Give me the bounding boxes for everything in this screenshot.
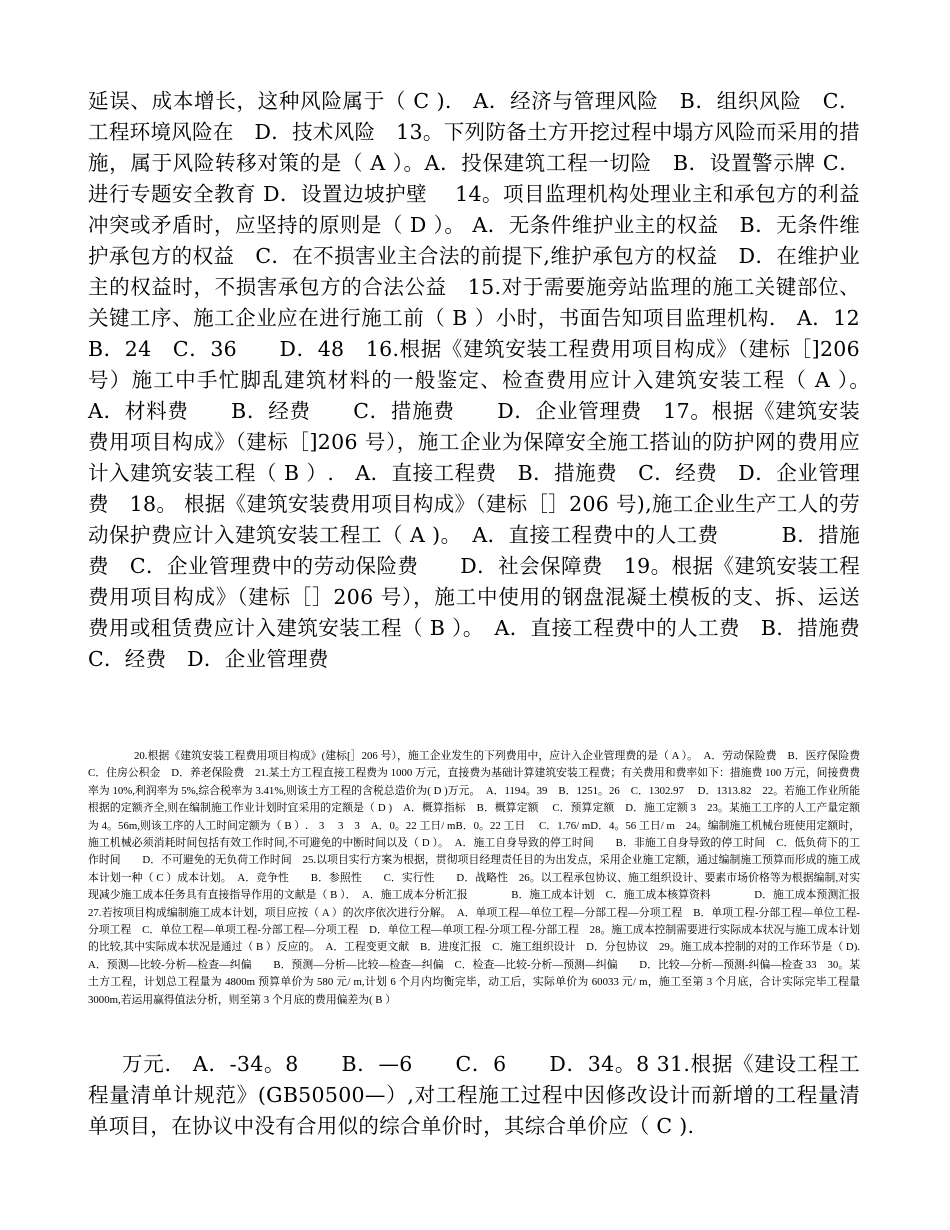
body-paragraph: 万元. A．-34。8 B．—6 C．6 D．34。8 31.根据《建设工程工程量清单计规范》(GB50500—）,对工程施工过程中因修改设计而新增的工程量清单项目，在协议中没有合用似的综合单价时，其综合单价应（ C ). (88, 1052, 860, 1138)
small-print-paragraph: 20.根据《建筑安装工程费用项目构成》(建标[］206 号），施工企业发生的下列费用中，应计入企业管理费的是（ A ）。 A．劳动保险费 B．医疗保险费 C．住房公积金 D．养老保险费 21.某土方工程直接工程费为 1000 万元，直接费为基础计算建筑安装工程费；有关费用和费率如下：措施费 100 万元，间接费费率为 10%,利润率为 5%,综合税率为 3.41%,则该土方工程的含税总造价为( D )万元。 A．1194。39 B．1251。26 C．1302.97 D．1313.82 22。若施工作业所能根据的定额齐全,则在编制施工作业计划时宜采用的定额是（ D ) A．概算指标 B．概算定额 C．预算定额 D．施工定额 3 23。某施工工序的人工产量定额为 4。56m,则该工序的人工时间定额为（ B ）. 3 3 3 A．0。22 工日/ mB．0。22 工日 C．1.76/ mD．4。56 工日/ m 24。编制施工机械台班使用定额时，施工机械必须消耗时间包括有效工作时间,不可避免的中断时间以及（ D ）。 A．施工自身导致的停工时间 B．非施工自身导致的停工时间 C．低负荷下的工作时间 D．不可避免的无负荷工作时间 25.以项目实行方案为根据，贯彻项目经理责任目的为出发点，采用企业施工定额，通过编制施工预算而形成的施工成本计划一种（ C ）成本计划。 A．竞争性 B．参照性 C．实行性 D．战略性 26。以工程承包协议、施工组织设计、要素市场价格等为根据编制,对实现减少施工成本任务具有直接指导作用的文献是（ B ）． A．施工成本分析汇报 B．施工成本计划 C．施工成本核算资料 D．施工成本预测汇报 27.若按项目构成编制施工成本计划，项目应按（ A ）的次序依次进行分解。 A．单项工程—单位工程—分部工程—分项工程 B．单项工程-分部工程—单位工程-分项工程 C．单位工程—单项工程-分部工程—分项工程 D．单位工程—单项工程-分项工程-分部工程 28。施工成本控制需要进行实际成本状况与施工成本计划的比较,其中实际成本状况是通过（ B ）反应的。 A．工程变更文献 B．进度汇报 C．施工组织设计 D．分包协议 29。施工成本控制的对的工作环节是（ D). A．预测—比较-分析—检查—纠偏 B．预测—分析—比较—检查—纠偏 C．检查—比较-分析—预测—纠偏 D．比较—分析—预测-纠偏—检查 33 30。某土方工程，计划总工程量为 4800m 预算单价为 580 元/ m,计划 6 个月内均衡完毕，动工后，实际单价为 60033 元/ m，施工至第 3 个月底，合计实际完毕工程量 3000m,若运用赢得值法分析，则至第 3 个月底的费用偏差为( B ） (88, 750, 871, 1006)
body-paragraph: 延误、成本增长，这种风险属于（ C ). A．经济与管理风险 B．组织风险 C．工程环境风险在 D．技术风险 13。下列防备土方开挖过程中塌方风险而采用的措施，属于风险转移对策的是（ A ）。A．投保建筑工程一切险 B．设置警示牌 C．进行专题安全教育 D．设置边坡护壁 14。项目监理机构处理业主和承包方的利益冲突或矛盾时，应坚持的原则是（ D ）。 A．无条件维护业主的权益 B．无条件维护承包方的权益 C．在不损害业主合法的前提下,维护承包方的权益 D．在维护业主的权益时，不损害承包方的合法公益 15.对于需要施旁站监理的施工关键部位、关键工序、施工企业应在进行施工前（ B ）小时，书面告知项目监理机构. A．12 B．24 C．36 D．48 16.根据《建筑安装工程费用项目构成》（建标［]206号）施工中手忙脚乱建筑材料的一般鉴定、检查费用应计入建筑安装工程（ A ）。 A．材料费 B．经费 C．措施费 D．企业管理费 17。根据《建筑安装费用项目构成》（建标［]206 号），施工企业为保障安全施工搭讪的防护网的费用应计入建筑安装工程（ B ）. A．直接工程费 B．措施费 C．经费 D．企业管理费 18。 根据《建筑安装费用项目构成》（建标［］206 号),施工企业生产工人的劳动保护费应计入建筑安装工程工（ A )。 A．直接工程费中的人工费 B．措施费 C．企业管理费中的劳动保险费 D．社会保障费 19。根据《建筑安装工程费用项目构成》（建标［］206 号），施工中使用的钢盘混凝土模板的支、拆、运送费用或租赁费应计入建筑安装工程（ B ）。 A．直接工程费中的人工费 B．措施费 C．经费 D．企业管理费 (88, 89, 902, 671)
